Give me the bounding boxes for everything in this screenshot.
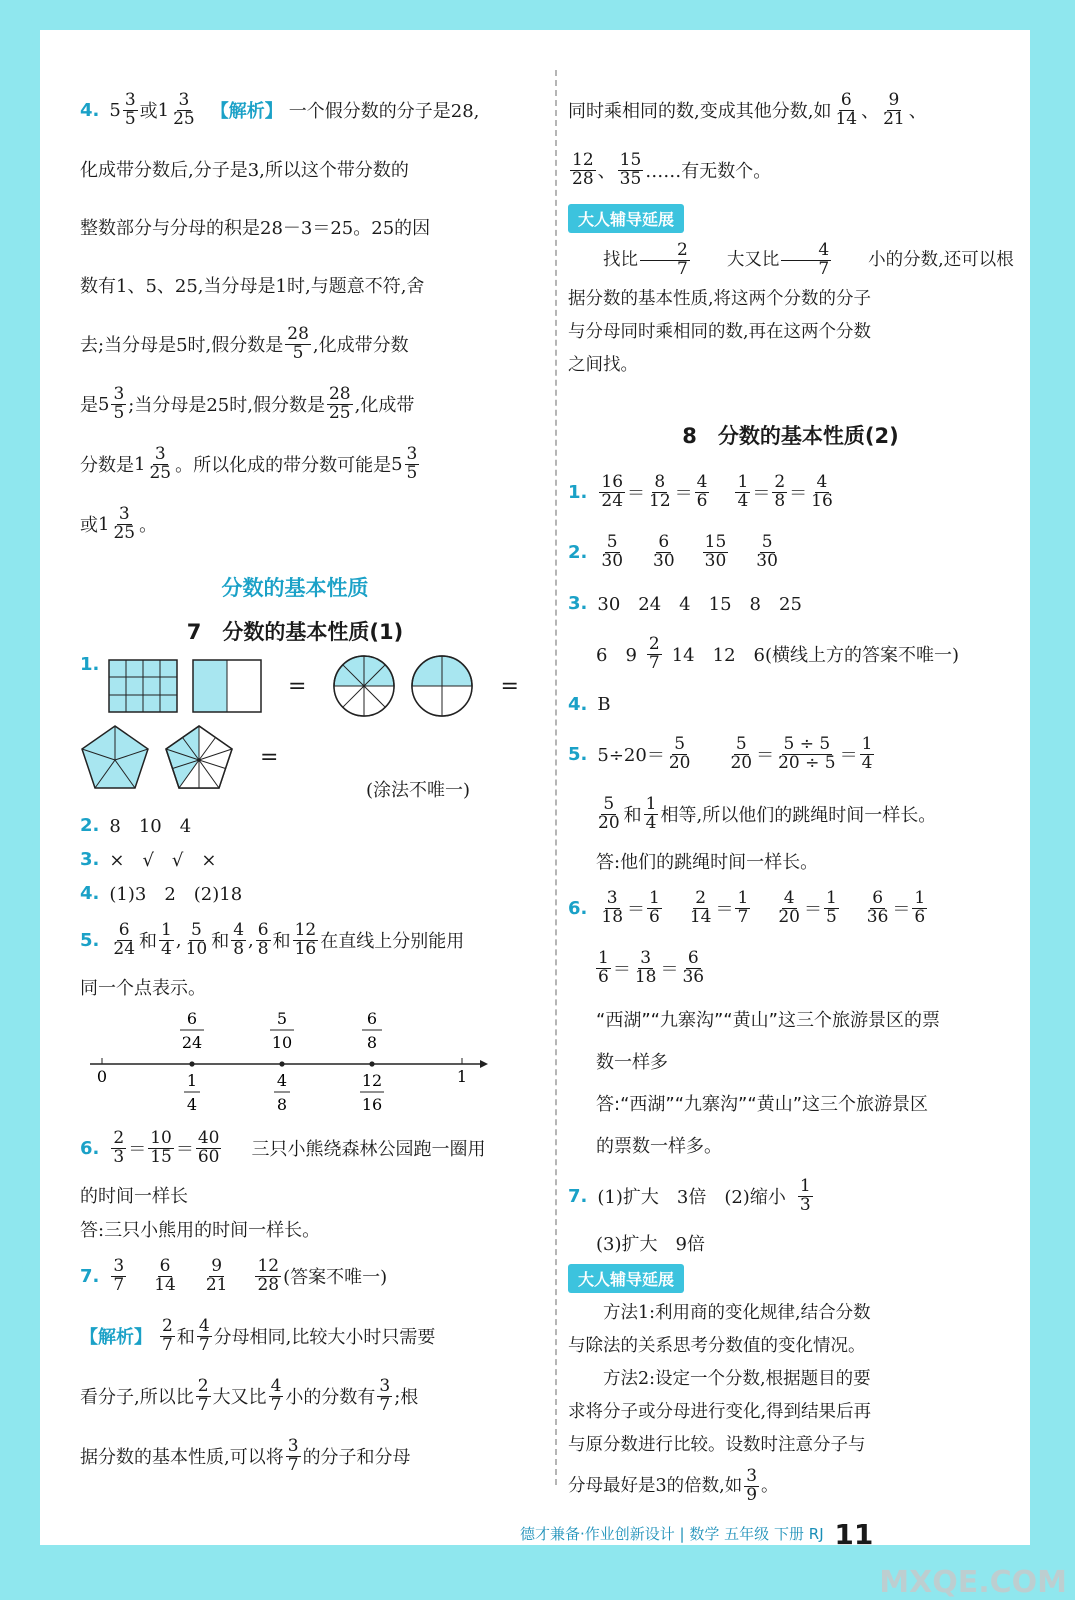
text-line: 去;当分母是5时,假分数是 $\frac{28}{5}$ ,化成带分数 (80, 323, 409, 363)
text-line: 的时间一样长 (80, 1186, 188, 1207)
edition: RJ (808, 1525, 824, 1543)
question-number: 4. (80, 99, 100, 121)
section-title: 7 分数的基本性质(1) (186, 620, 404, 644)
text-line: $\frac{5}{20}$ 和 $\frac{1}{4}$ 相等,所以他们的跳绳时间一样长。 (598, 793, 937, 833)
q1-note: (涂法不唯一) (365, 780, 470, 801)
text-line: 数有1、5、25,当分母是1时,与题意不符,舍 (80, 276, 425, 297)
q5-line-1: 5. $\frac{6}{24}$ 和 $\frac{1}{4}$ , $\frac{5}{10}$ 和 $\frac{4}{8}$ , $\frac{6}{8}$ 和 $\frac{12}{16}$ 在直线上分别能用 (80, 919, 465, 959)
text-line: 答:他们的跳绳时间一样长。 (596, 852, 819, 873)
left-column (80, 80, 519, 1486)
text-line: 或 1 $\frac{3}{25}$ 。 (80, 503, 158, 543)
svg-text:6: 6 (366, 1009, 378, 1028)
q4-line: 4. B (568, 693, 611, 715)
grade: 五年级 (724, 1525, 770, 1543)
svg-text:5: 5 (276, 1009, 288, 1028)
tick-label-zero: 0 (96, 1067, 108, 1086)
column-divider (555, 70, 557, 1485)
text-line: 是 5 $\frac{3}{5}$ ;当分母是25时,假分数是 $\frac{28}{25}$ ,化成带 (80, 383, 415, 423)
q7-line-1: 7. (1)扩大 3倍 (2)缩小 $\frac{1}{3}$ (568, 1175, 811, 1215)
text-line: 化成带分数后,分子是3,所以这个带分数的 (80, 160, 409, 181)
tip-badge: 大人辅导延展 (568, 1260, 1013, 1297)
text-line: 分数是 1 $\frac{3}{25}$ 。所以化成的带分数可能是 5 $\frac{3}{5}$ (80, 443, 418, 483)
circle-quarters-shape (410, 654, 474, 718)
fraction: $\frac{3}{25}$ (173, 89, 195, 129)
q7-line-1: 7. $\frac{3}{7}$ $\frac{6}{14}$ $\frac{9}{21}$ $\frac{12}{28}$ (答案不唯一) (80, 1255, 388, 1295)
svg-text:4: 4 (186, 1095, 198, 1114)
text-line: $\frac{12}{28}$ 、 $\frac{15}{35}$ ……有无数个。 (572, 149, 772, 189)
volume: 下册 (773, 1525, 804, 1543)
q1-shapes-row: 1. = = (80, 654, 510, 718)
q3-line-1: 3. 30 24 4 15 8 25 (568, 592, 802, 615)
text-line: “西湖”“九寨沟”“黄山”这三个旅游景区的票 (596, 1010, 940, 1031)
text-line: 答:三只小熊用的时间一样长。 (80, 1220, 321, 1241)
svg-text:12: 12 (361, 1071, 383, 1090)
series-name: 德才兼备·作业创新设计 (520, 1525, 675, 1543)
tip-paragraph: 找比 $\frac{2}{7}$ 大又比 $\frac{4}{7}$ 小的分数,还可以根 据分数的基本性质,将这两个分数的分子 与分母同时乘相同的数,再在这两个分数 之间找。 (568, 239, 1014, 375)
svg-text:8: 8 (276, 1095, 288, 1114)
circle-eighths-shape (332, 654, 396, 718)
half-rect-shape (192, 659, 262, 713)
text-line: 【解析】 $\frac{2}{7}$ 和 $\frac{4}{7}$ 分母相同,比较大小时只需要 (80, 1315, 436, 1355)
subject: 数学 (689, 1525, 720, 1543)
svg-text:8: 8 (366, 1033, 378, 1052)
text-line: 看分子,所以比 $\frac{2}{7}$ 大又比 $\frac{4}{7}$ 小的分数有 $\frac{3}{7}$ ;根 (80, 1375, 419, 1415)
q4-line-1: 4. 5 $\frac{3}{5}$ 或 1 $\frac{3}{25}$ 【解析】 一个假分数的分子是28, (80, 89, 480, 129)
text-line: 数一样多 (596, 1052, 668, 1073)
q1-line: 1. $\frac{16}{24}$ ＝ $\frac{8}{12}$ ＝ $\frac{4}{6}$ $\frac{1}{4}$ ＝ $\frac{2}{8}$ ＝ $\frac{4}{16}$ (568, 471, 833, 511)
section-title: 8 分数的基本性质(2) (682, 424, 899, 448)
svg-text:10: 10 (271, 1033, 293, 1052)
tick-label-one: 1 (456, 1067, 468, 1086)
q4b-line: 4. (1)3 2 (2)18 (80, 882, 243, 905)
svg-text:16: 16 (361, 1095, 383, 1114)
q3-line: 3. × √ √ × (80, 848, 217, 871)
q2-line: 2. $\frac{5}{30}$ $\frac{6}{30}$ $\frac{15}{30}$ $\frac{5}{30}$ (568, 531, 778, 571)
fraction: $\frac{3}{5}$ (124, 89, 136, 129)
tip-badge: 大人辅导延展 (568, 200, 1013, 237)
right-column (568, 80, 1013, 1510)
q6-line-1: 6. $\frac{2}{3}$ ＝ $\frac{10}{15}$ ＝ $\frac{40}{60}$ 三只小熊绕森林公园跑一圈用 (80, 1127, 486, 1167)
q6-line-1: 6. $\frac{3}{18}$ ＝ $\frac{1}{6}$ $\frac{2}{14}$ ＝ $\frac{1}{7}$ $\frac{4}{20}$ ＝ $\frac{1}{5}$ $\frac{6}{36}$ ＝ $\frac{1}{6}$ (568, 887, 926, 927)
text-line: 整数部分与分母的积是28－3＝25。25的因 (80, 218, 431, 239)
svg-text:4: 4 (276, 1071, 288, 1090)
q2-line: 2. 8 10 4 (80, 814, 192, 837)
text-line: 的票数一样多。 (596, 1136, 722, 1157)
text-line: 答:“西湖”“九寨沟”“黄山”这三个旅游景区 (596, 1094, 929, 1115)
q6-line-2: $\frac{1}{6}$ ＝ $\frac{3}{18}$ ＝ $\frac{6}{36}$ (598, 947, 705, 987)
svg-text:1: 1 (186, 1071, 198, 1090)
unit-title: 分数的基本性质 (221, 576, 369, 600)
watermark: MXQE.COM (879, 1565, 1067, 1600)
q1-pentagon-row: = (80, 724, 510, 790)
q5-line-1: 5. 5÷20＝ $\frac{5}{20}$ $\frac{5}{20}$ ＝ $\frac{5 \div 5}{20 \div 5}$ ＝ $\frac{1}{4}$ (568, 733, 873, 773)
number-line (80, 1008, 500, 1118)
page-number: 11 (834, 1518, 874, 1551)
text-line: 同时乘相同的数,变成其他分数,如 $\frac{6}{14}$ 、 $\frac{9}{21}$ 、 (568, 89, 927, 129)
page-sheet (40, 30, 1030, 1545)
text-line: 同一个点表示。 (80, 978, 206, 999)
page-footer: 德才兼备·作业创新设计 | 数学 五年级 下册 RJ 11 (520, 1518, 874, 1551)
grid-rect-shape (108, 659, 178, 713)
tip-paragraph: 方法1:利用商的变化规律,结合分数 与除法的关系思考分数值的变化情况。 方法2:设定一个分数,根据题目的要 求将分子或分母进行变化,得到结果后再 与原分数进行比较。设数时注意分子与 分母最好是3的倍数,如 $\frac{3}{9}$ 。 (568, 1303, 872, 1505)
left-wave-border (0, 0, 40, 1600)
svg-text:24: 24 (181, 1033, 203, 1052)
q7-line-2: (3)扩大 9倍 (596, 1234, 705, 1255)
analysis-tag: 【解析】 (210, 101, 283, 122)
pentagon-tenths-shape (164, 724, 234, 790)
q3-line-2: 6 9 $\frac{2}{7}$ 14 12 6(横线上方的答案不唯一) (596, 633, 960, 673)
svg-text:6: 6 (186, 1009, 198, 1028)
text-line: 据分数的基本性质,可以将 $\frac{3}{7}$ 的分子和分母 (80, 1435, 411, 1475)
pentagon-fifths-shape (80, 724, 150, 790)
